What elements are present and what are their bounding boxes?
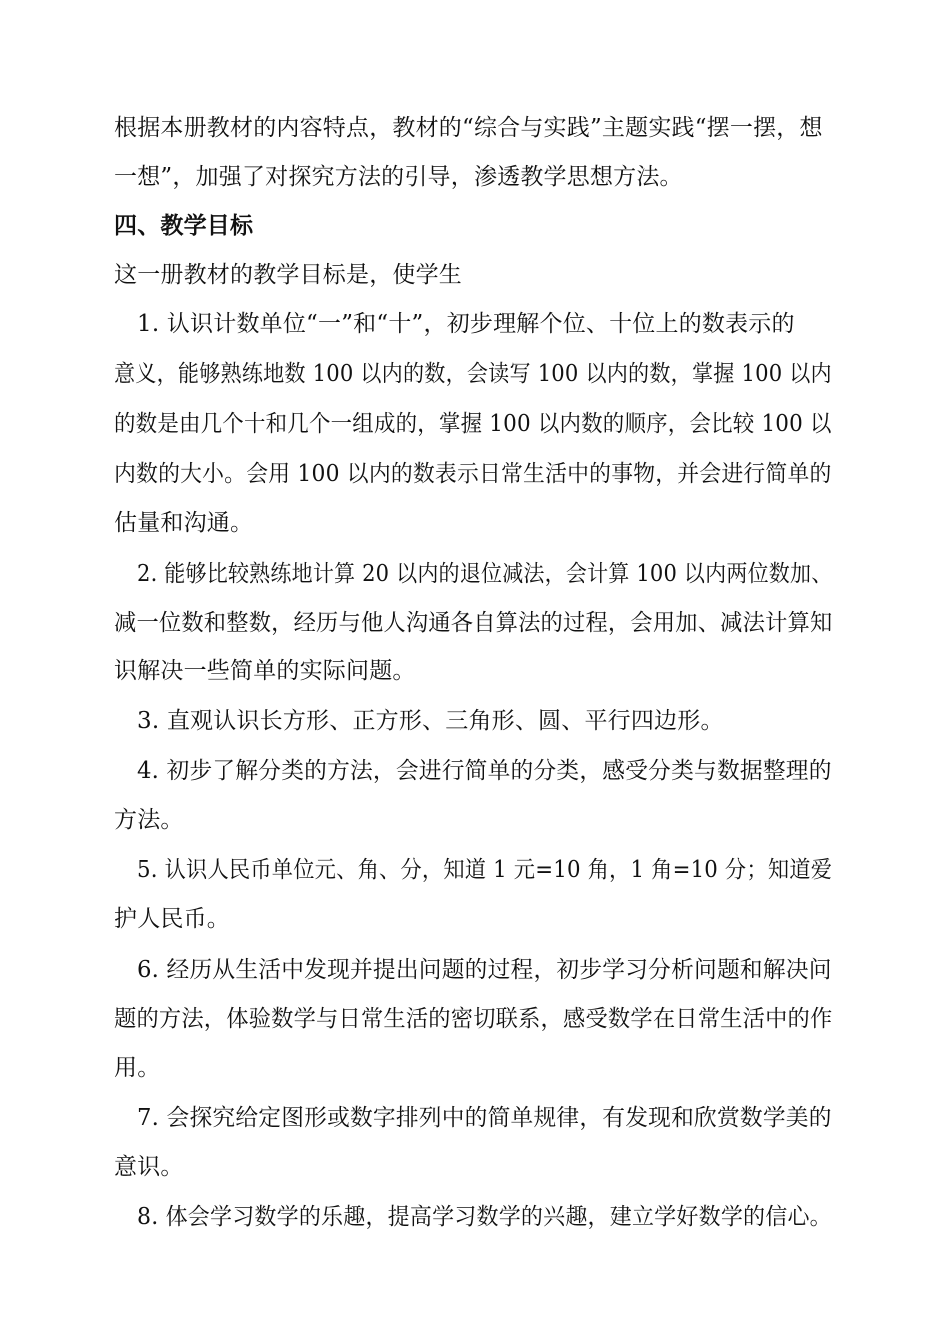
goal-2-line-3: 识解决一些简单的实际问题。: [114, 658, 416, 684]
intro-line-1: 根据本册教材的内容特点，教材的“综合与实践”主题实践“摆一摆，想: [114, 115, 823, 141]
goal-6-line-3: 用。: [114, 1055, 161, 1081]
goal-1-line-1: 1. 认识计数单位“一”和“十”，初步理解个位、十位上的数表示的: [137, 311, 795, 337]
section-heading: 四、教学目标: [114, 212, 254, 239]
goal-4-line-2: 方法。: [114, 807, 184, 833]
goal-8-line-1: 8. 体会学习数学的乐趣，提高学习数学的兴趣，建立学好数学的信心。: [137, 1204, 832, 1230]
goal-1-line-4: 内数的大小。会用 100 以内的数表示日常生活中的事物，并会进行简单的: [114, 461, 832, 487]
goal-6-line-2: 题的方法，体验数学与日常生活的密切联系，感受数学在日常生活中的作: [114, 1006, 833, 1032]
goal-7-line-2: 意识。: [114, 1154, 184, 1180]
goal-1-line-5: 估量和沟通。: [114, 510, 254, 536]
goal-1-line-3: 的数是由几个十和几个一组成的，掌握 100 以内数的顺序，会比较 100 以: [114, 411, 832, 437]
goal-6-line-1: 6. 经历从生活中发现并提出问题的过程，初步学习分析问题和解决问: [137, 957, 832, 983]
intro-line-2: 一想”，加强了对探究方法的引导，渗透教学思想方法。: [114, 164, 683, 190]
goal-4-line-1: 4. 初步了解分类的方法，会进行简单的分类，感受分类与数据整理的: [137, 758, 832, 784]
goal-5-line-1: 5. 认识人民币单位元、角、分，知道 1 元=10 角，1 角=10 分；知道爱: [137, 857, 833, 883]
goal-2-line-2: 减一位数和整数，经历与他人沟通各自算法的过程，会用加、减法计算知: [114, 610, 833, 636]
lead-paragraph: 这一册教材的教学目标是，使学生: [114, 262, 462, 288]
goal-2-line-1: 2. 能够比较熟练地计算 20 以内的退位减法，会计算 100 以内两位数加、: [137, 561, 833, 587]
goal-7-line-1: 7. 会探究给定图形或数字排列中的简单规律，有发现和欣赏数学美的: [137, 1105, 832, 1131]
goal-5-line-2: 护人民币。: [114, 906, 230, 932]
goal-3-line-1: 3. 直观认识长方形、正方形、三角形、圆、平行四边形。: [137, 708, 724, 734]
goal-1-line-2: 意义，能够熟练地数 100 以内的数，会读写 100 以内的数，掌握 100 以内: [114, 361, 832, 387]
